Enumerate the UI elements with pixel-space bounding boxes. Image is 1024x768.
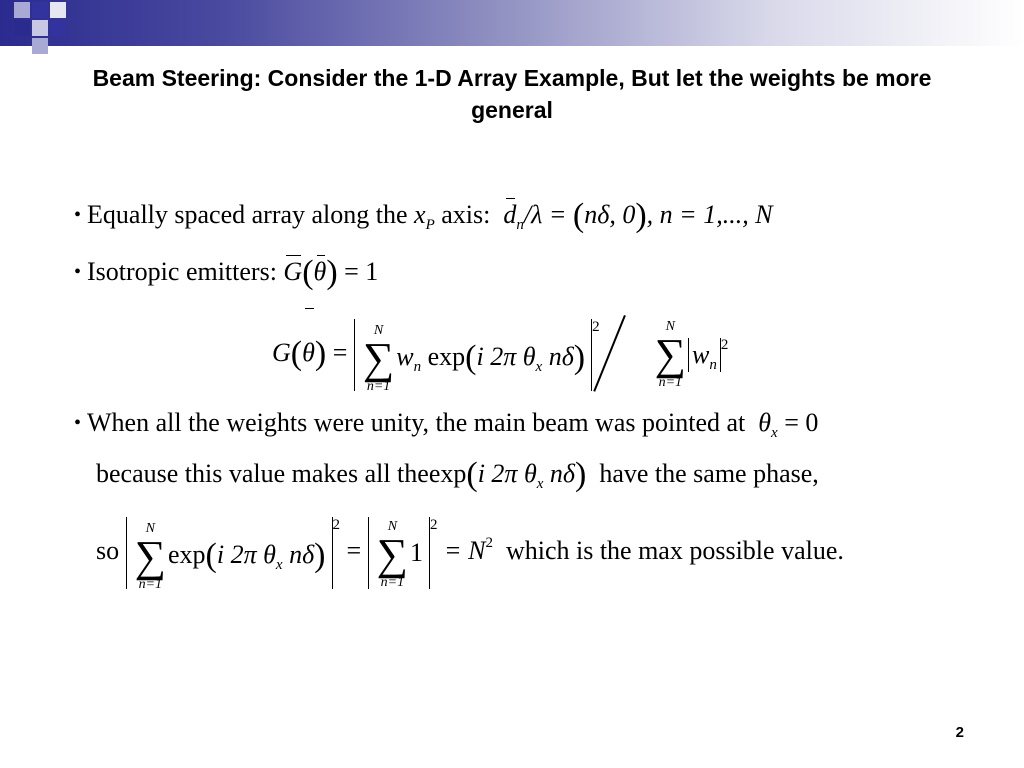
decor-square bbox=[50, 2, 66, 18]
position-value: nδ, 0 bbox=[584, 200, 636, 229]
weight: w bbox=[396, 342, 414, 372]
paren-open: ( bbox=[205, 537, 217, 575]
bullet-text: Equally spaced array along the bbox=[87, 200, 408, 229]
header-banner bbox=[0, 0, 1024, 46]
sum-symbol: ∑ bbox=[362, 334, 395, 384]
paren-open: ( bbox=[466, 456, 478, 493]
paren-close: ) bbox=[635, 197, 647, 234]
theta-vector: θ bbox=[313, 257, 327, 286]
exp-argument: i 2π θ bbox=[476, 342, 536, 372]
decor-square bbox=[50, 20, 66, 36]
formula-theta: θ bbox=[302, 310, 315, 396]
decor-square bbox=[14, 2, 30, 18]
paren-close: ) bbox=[314, 335, 327, 372]
slide-title: Beam Steering: Consider the 1-D Array Example, But let the weights be more general bbox=[92, 65, 932, 123]
wavelength-ratio: /λ = bbox=[523, 200, 573, 229]
exp-subscript: x bbox=[536, 476, 544, 492]
exp-subscript: x bbox=[275, 557, 283, 574]
summation bbox=[655, 319, 686, 391]
so-word: so bbox=[96, 536, 120, 565]
paren-close: ) bbox=[575, 456, 587, 493]
one: 1 bbox=[410, 538, 424, 568]
decor-square bbox=[32, 38, 48, 54]
axis-subscript: P bbox=[425, 217, 435, 233]
exp-subscript: x bbox=[535, 359, 543, 376]
summation bbox=[377, 519, 408, 591]
paren-close: ) bbox=[314, 537, 326, 575]
sum-lower: n=1 bbox=[380, 575, 405, 591]
theta-value: = 0 bbox=[784, 408, 819, 437]
denominator-weight: w bbox=[691, 340, 710, 370]
bullet-marker: • bbox=[74, 261, 82, 283]
sum-lower: n=1 bbox=[366, 379, 391, 395]
line3-tail: which is the max possible value. bbox=[505, 536, 844, 565]
division-slash bbox=[606, 315, 646, 395]
n-value: = N bbox=[444, 536, 486, 565]
numerator-abs bbox=[354, 319, 592, 395]
exp-tail: nδ bbox=[548, 342, 574, 372]
sum-upper: N bbox=[145, 521, 155, 537]
decor-square bbox=[14, 20, 30, 36]
bullet-marker: • bbox=[74, 204, 82, 226]
sum-abs bbox=[126, 517, 333, 593]
bullet-unity-weights bbox=[74, 408, 818, 442]
bullet-equally-spaced bbox=[74, 198, 773, 234]
gain-formula bbox=[272, 308, 728, 394]
theta: θ bbox=[758, 408, 772, 437]
paren-open: ( bbox=[290, 335, 303, 372]
bullet-text: When all the weights were unity, the main beam was pointed at bbox=[87, 408, 746, 437]
exp-tail: nδ bbox=[289, 540, 315, 570]
summation bbox=[135, 521, 166, 593]
formula-equals: = bbox=[332, 338, 348, 367]
n-power: 2 bbox=[485, 535, 493, 551]
paren-close: ) bbox=[326, 254, 338, 291]
bullet-isotropic bbox=[74, 255, 378, 289]
equals: = bbox=[346, 536, 362, 565]
bullet-unity-line3 bbox=[96, 508, 844, 594]
exp-function: exp bbox=[427, 342, 466, 372]
bullet-text: Isotropic emitters: bbox=[87, 257, 277, 286]
theta-subscript: x bbox=[771, 425, 778, 441]
exp-function: exp bbox=[428, 459, 467, 488]
denominator-subscript: n bbox=[709, 357, 717, 374]
summation bbox=[363, 323, 394, 395]
weight-subscript: n bbox=[413, 359, 422, 376]
line2-text: because this value makes all the bbox=[96, 459, 429, 488]
gain-value: = 1 bbox=[344, 257, 379, 286]
sum-symbol: ∑ bbox=[134, 532, 166, 582]
denominator-abs bbox=[688, 338, 721, 372]
bullet-marker: • bbox=[74, 412, 82, 434]
sum-lower: n=1 bbox=[138, 577, 163, 593]
decor-square bbox=[32, 20, 48, 36]
sum-upper: N bbox=[665, 319, 675, 335]
axis-variable: x bbox=[414, 200, 426, 229]
position-subscript: n bbox=[516, 217, 524, 233]
line2-tail: have the same phase, bbox=[599, 459, 819, 488]
position-vector: d bbox=[503, 200, 517, 229]
denominator-power: 2 bbox=[720, 337, 729, 353]
sum-symbol: ∑ bbox=[376, 530, 409, 580]
exp-argument: i 2π θ bbox=[216, 540, 276, 570]
gain-symbol: G bbox=[283, 257, 303, 286]
ones-power: 2 bbox=[430, 517, 438, 533]
exp-tail: nδ bbox=[549, 459, 575, 488]
paren-open: ( bbox=[302, 254, 314, 291]
paren-open: ( bbox=[465, 339, 477, 377]
numerator-power: 2 bbox=[592, 319, 600, 335]
page-number: 2 bbox=[955, 724, 964, 741]
axis-label: axis: bbox=[441, 200, 491, 229]
sum-lower: n=1 bbox=[658, 375, 683, 391]
abs-power: 2 bbox=[332, 517, 340, 533]
sum-symbol: ∑ bbox=[654, 330, 686, 380]
exp-argument: i 2π θ bbox=[477, 459, 537, 488]
paren-close: ) bbox=[573, 339, 586, 377]
sum-upper: N bbox=[387, 519, 398, 535]
index-range: , n = 1,..., N bbox=[646, 200, 773, 229]
bullet-unity-line2 bbox=[96, 457, 819, 493]
decor-square bbox=[32, 2, 48, 18]
exp-function: exp bbox=[168, 540, 206, 570]
sum-upper: N bbox=[373, 323, 384, 339]
formula-gain: G bbox=[272, 338, 291, 367]
ones-abs bbox=[368, 517, 430, 589]
paren-open: ( bbox=[572, 197, 585, 234]
